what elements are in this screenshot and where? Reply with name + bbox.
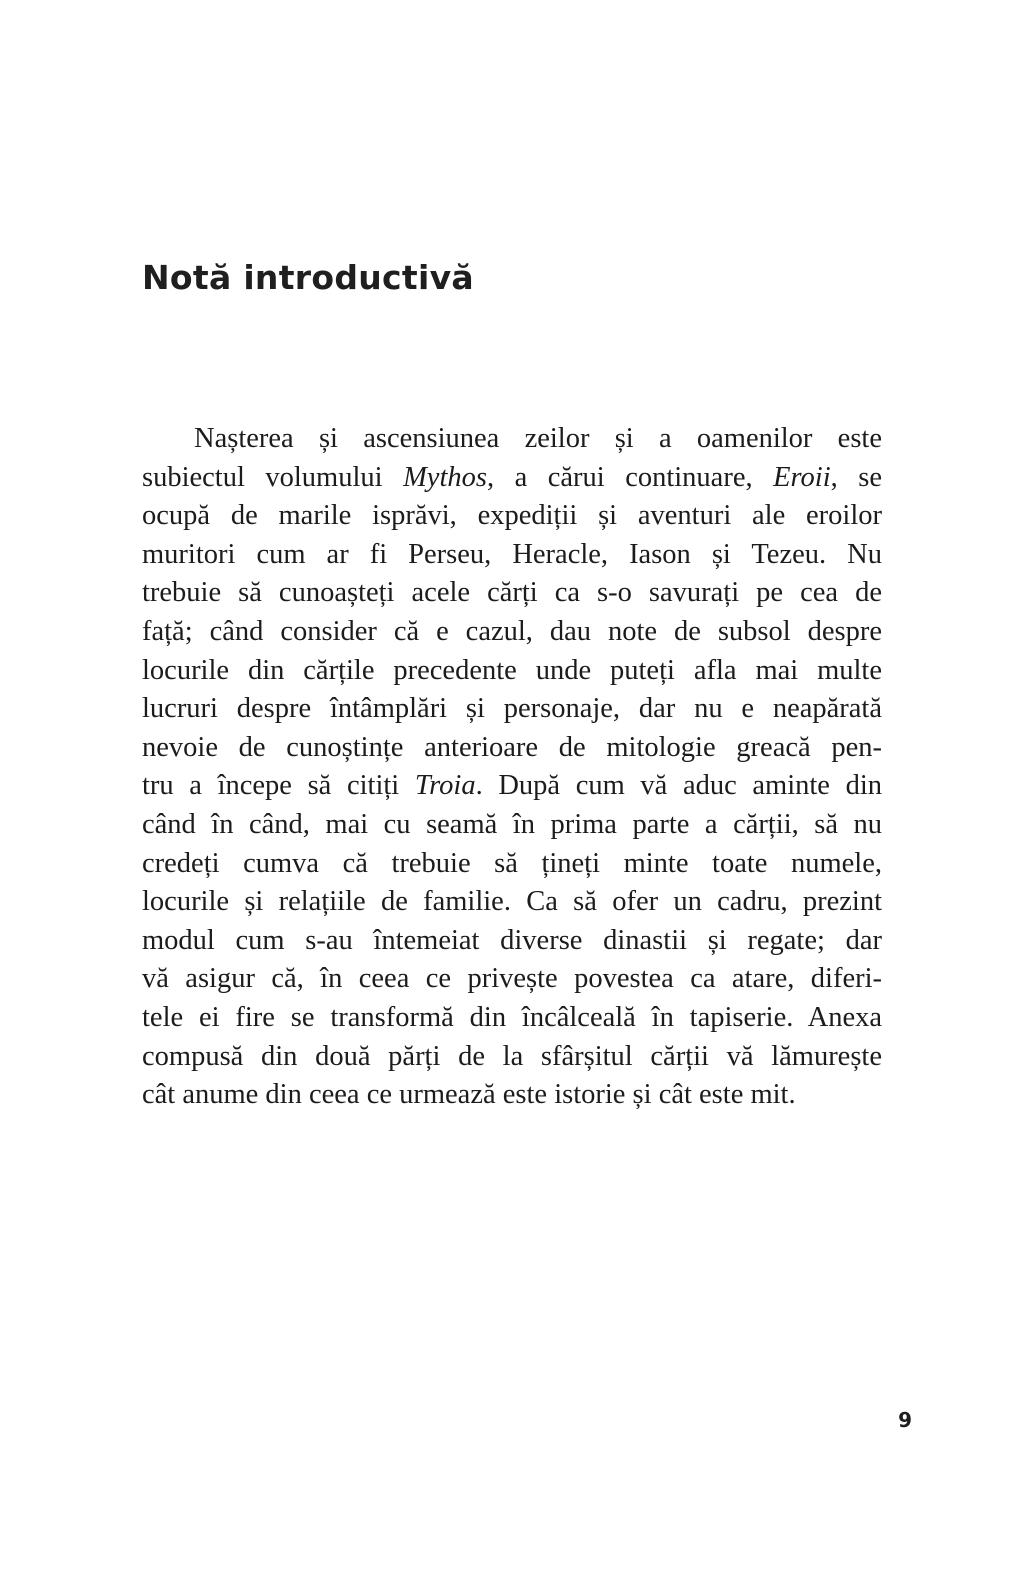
text-run: muritori cum ar fi Perseu, Heracle, Iason și Tezeu. Nu: [142, 538, 882, 570]
text-run: ocupă de marile isprăvi, expediții și aventuri ale eroilor: [142, 500, 882, 532]
text-run: subiectul volumului: [142, 461, 404, 493]
text-run: lucruri despre întâmplări și personaje, dar nu e neapărată: [142, 693, 882, 725]
text-run: nevoie de cunoștințe anterioare de mitologie greacă pen-: [142, 731, 882, 763]
text-line: [142, 960, 882, 999]
text-run: tele ei fire se transformă din încâlceală în tapiserie. Anexa: [142, 1001, 882, 1033]
text-run: vă asigur că, în ceea ce privește povestea ca atare, diferi-: [142, 963, 882, 995]
text-run: tru a începe să citiți: [142, 770, 415, 802]
text-run: credeți cumva că trebuie să țineți minte toate numele,: [142, 847, 882, 879]
text-line: [142, 459, 882, 498]
text-line: [142, 690, 882, 729]
text-line: [142, 883, 882, 922]
intro-paragraph: [142, 420, 882, 1115]
text-run: locurile și relațiile de familie. Ca să ofer un cadru, prezint: [142, 886, 882, 918]
text-run: , a cărui continuare,: [486, 461, 774, 493]
text-line: [142, 574, 882, 613]
text-run: față; când consider că e cazul, dau note de subsol despre: [142, 615, 882, 647]
text-line: [142, 1076, 882, 1115]
text-line: [142, 1038, 882, 1077]
page-number: 9: [898, 1408, 912, 1432]
text-run: trebuie să cunoașteți acele cărți ca s-o savurați pe cea de: [142, 577, 882, 609]
text-run: locurile din cărțile precedente unde puteți afla mai multe: [142, 654, 882, 686]
text-line: [142, 420, 882, 459]
text-line: [142, 845, 882, 884]
text-run: compusă din două părți de la sfârșitul cărții vă lămurește: [142, 1040, 882, 1072]
text-line: [142, 497, 882, 536]
text-run: cât anume din ceea ce urmează este istorie și cât este mit.: [142, 1079, 796, 1111]
text-line: [142, 729, 882, 768]
text-line: [142, 922, 882, 961]
italic-title-run: Troia: [414, 770, 476, 802]
text-line: [142, 652, 882, 691]
text-line: [142, 536, 882, 575]
italic-title-run: Mythos: [403, 461, 487, 493]
text-run: Nașterea și ascensiunea zeilor și a oamenilor este: [194, 423, 882, 454]
text-run: . După cum vă aduc aminte din: [475, 770, 882, 802]
chapter-title: Notă introductivă: [142, 258, 474, 297]
text-line: [142, 999, 882, 1038]
text-line: [142, 613, 882, 652]
text-run: , se: [830, 461, 882, 493]
text-run: modul cum s-au întemeiat diverse dinastii și regate; dar: [142, 924, 882, 956]
text-line: [142, 806, 882, 845]
italic-title-run: Eroii: [773, 461, 831, 493]
text-run: când în când, mai cu seamă în prima parte a cărții, să nu: [142, 808, 882, 840]
text-line: [142, 767, 882, 806]
